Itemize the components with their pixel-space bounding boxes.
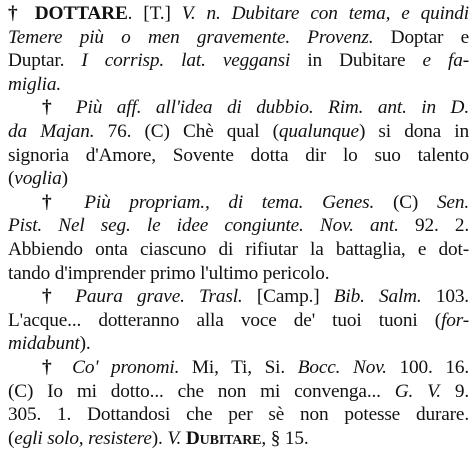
italic-run: Paura grave. Trasl. [75,286,243,308]
dagger-mark: † [42,286,76,308]
text-line [8,285,469,309]
text-run: ) si dona in [358,120,469,142]
text-run: signoria d'Amore, Sovente dotta dir lo suo talento [8,144,469,166]
text-run: 100. 16. [386,356,469,378]
text-run: ( [8,427,15,449]
text-run: [Camp.] [242,286,334,308]
italic-run: midabunt [8,333,80,355]
text-run: 305. 1. Dottandosi che per sè non potesse durare. [8,404,469,426]
text-line [8,262,469,286]
text-line [8,96,469,120]
italic-run: Co' pronomi. [72,356,180,378]
text-run: . [T.] [127,3,182,24]
text-run: tando d'imprender primo l'ultimo pericolo. [8,262,330,284]
text-run: L'acque... dotteranno alla voce de' tuoi tuoni ( [8,309,442,331]
text-run: ). [79,333,91,355]
text-run: 9. [440,380,469,402]
headword: Dubitare [185,427,262,449]
text-line [8,2,469,26]
text-run: ) [61,168,68,190]
italic-run: Pist. Nel seg. le idee congiunte. Nov. ant. [8,215,399,237]
text-run: ). [151,427,168,449]
italic-run: I corrisp. lat. veggansi [81,50,291,72]
text-run: 92. 2. [398,215,469,237]
text-line [8,309,469,333]
dagger-mark: † [42,191,85,213]
italic-run: qualunque [278,120,359,142]
text-run: (C) [374,191,437,213]
italic-run: Più aff. all'idea di dubbio. Rim. ant. in D. [75,97,469,119]
text-line [8,26,469,50]
text-run: in Dubitare [290,50,423,72]
text-line [8,73,469,97]
italic-run: Sen. [436,191,469,213]
text-line [8,332,469,356]
italic-run: Bocc. Nov. [297,356,387,378]
italic-run: egli solo, resistere [14,427,152,449]
text-line [8,356,469,380]
italic-run: for- [441,309,469,331]
text-run: , § 15. [261,427,309,449]
text-line [8,427,469,450]
italic-run: V. n. Dubitare con tema, e quindi [181,3,469,24]
italic-run: Bib. Salm. [333,286,422,308]
headword: DOTTARE [34,3,128,24]
italic-run: Più propriam., di tema. Genes. [84,191,375,213]
italic-run: miglia. [8,73,62,95]
text-line [8,49,469,73]
text-run: Abbiendo onta ciascuno di rifiutar la battaglia, e dot- [8,238,469,260]
text-line [8,191,469,215]
italic-run: G. V. [394,380,441,402]
italic-run: V. [167,427,182,449]
text-run: Doptar e [373,26,469,48]
text-line [8,238,469,262]
dagger-mark: † [42,97,76,119]
italic-run: da Majan. [8,120,95,142]
text-line [8,120,469,144]
italic-run: e fa- [422,50,469,72]
text-run: Mi, Ti, Si. [179,356,298,378]
text-line [8,167,469,191]
text-line [8,380,469,404]
text-run: Duptar. [8,50,82,72]
text-run: 76. (C) Chè qual ( [94,120,279,142]
text-run: (C) Io mi dotto... che non mi convenga... [8,380,395,402]
dagger-mark: † [8,3,35,24]
text-run: ( [8,168,15,190]
text-line [8,214,469,238]
text-line [8,144,469,168]
text-run: 103. [421,286,469,308]
italic-run: Temere più o men gravemente. Provenz. [8,26,374,48]
dagger-mark: † [42,356,73,378]
italic-run: voglia [14,168,62,190]
